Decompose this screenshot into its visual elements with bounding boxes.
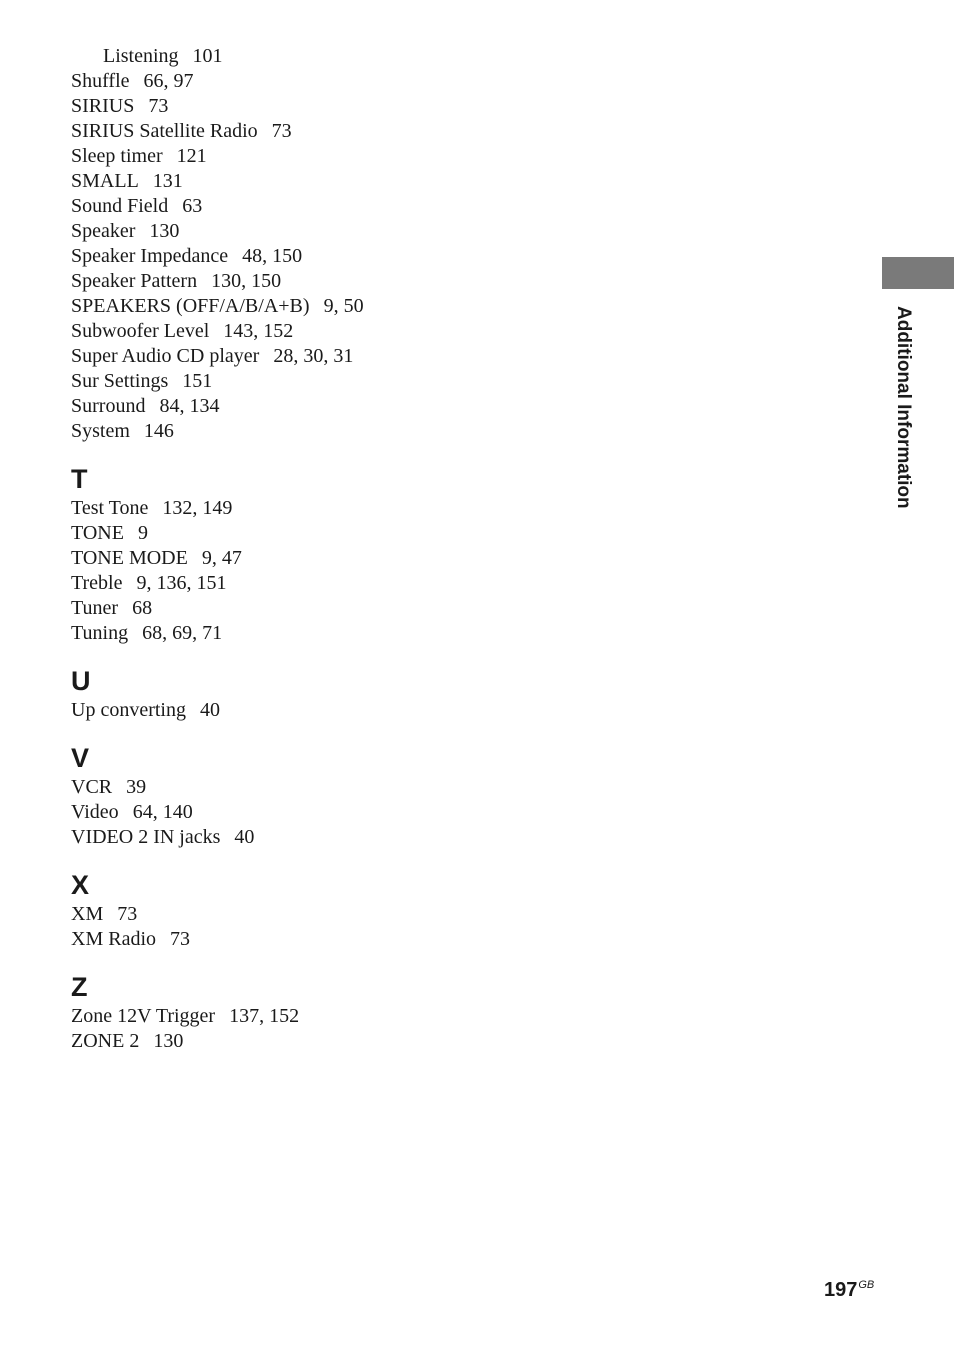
index-entry: SIRIUS Satellite Radio 73: [71, 120, 292, 142]
section-side-label: [889, 306, 917, 536]
index-entry: Speaker 130: [71, 220, 180, 242]
section-letter-z: Z: [71, 972, 88, 1002]
section-side-label-text: Additional Information: [893, 306, 914, 509]
index-entry: Speaker Impedance 48, 150: [71, 245, 303, 267]
index-entry: System 146: [71, 420, 174, 442]
index-entry: Video 64, 140: [71, 801, 193, 823]
index-entry: Tuning 68, 69, 71: [71, 622, 223, 644]
section-letter-t: T: [71, 464, 88, 494]
index-entry: Zone 12V Trigger 137, 152: [71, 1005, 300, 1027]
index-entry: TONE MODE 9, 47: [71, 547, 242, 569]
index-entry: SIRIUS 73: [71, 95, 169, 117]
index-entry: Sound Field 63: [71, 195, 203, 217]
index-entry: TONE 9: [71, 522, 148, 544]
index-entry: Super Audio CD player 28, 30, 31: [71, 345, 354, 367]
index-entry: Speaker Pattern 130, 150: [71, 270, 282, 292]
index-entry: Tuner 68: [71, 597, 153, 619]
index-entry: Surround 84, 134: [71, 395, 220, 417]
index-entry: XM Radio 73: [71, 928, 190, 950]
index-entry: ZONE 2 130: [71, 1030, 184, 1052]
index-list: [71, 44, 771, 1054]
index-entry: Shuffle 66, 97: [71, 70, 194, 92]
index-entry: Listening 101: [103, 45, 223, 67]
page-number-suffix: GB: [858, 1279, 875, 1291]
index-entry: Sur Settings 151: [71, 370, 213, 392]
index-entry: VCR 39: [71, 776, 147, 798]
index-entry: SPEAKERS (OFF/A/B/A+B) 9, 50: [71, 295, 364, 317]
index-entry: VIDEO 2 IN jacks 40: [71, 826, 255, 848]
index-entry: Subwoofer Level 143, 152: [71, 320, 294, 342]
page-number: [824, 1279, 874, 1302]
section-letter-v: V: [71, 743, 90, 773]
index-entry: SMALL 131: [71, 170, 183, 192]
index-entry: XM 73: [71, 903, 138, 925]
section-letter-x: X: [71, 870, 90, 900]
index-entry: Up converting 40: [71, 699, 220, 721]
index-entry: Treble 9, 136, 151: [71, 572, 227, 594]
page-number-value: 197: [824, 1279, 858, 1301]
index-entry: Test Tone 132, 149: [71, 497, 233, 519]
index-entry: Sleep timer 121: [71, 145, 207, 167]
section-tab-marker: [882, 257, 954, 289]
section-letter-u: U: [71, 666, 91, 696]
